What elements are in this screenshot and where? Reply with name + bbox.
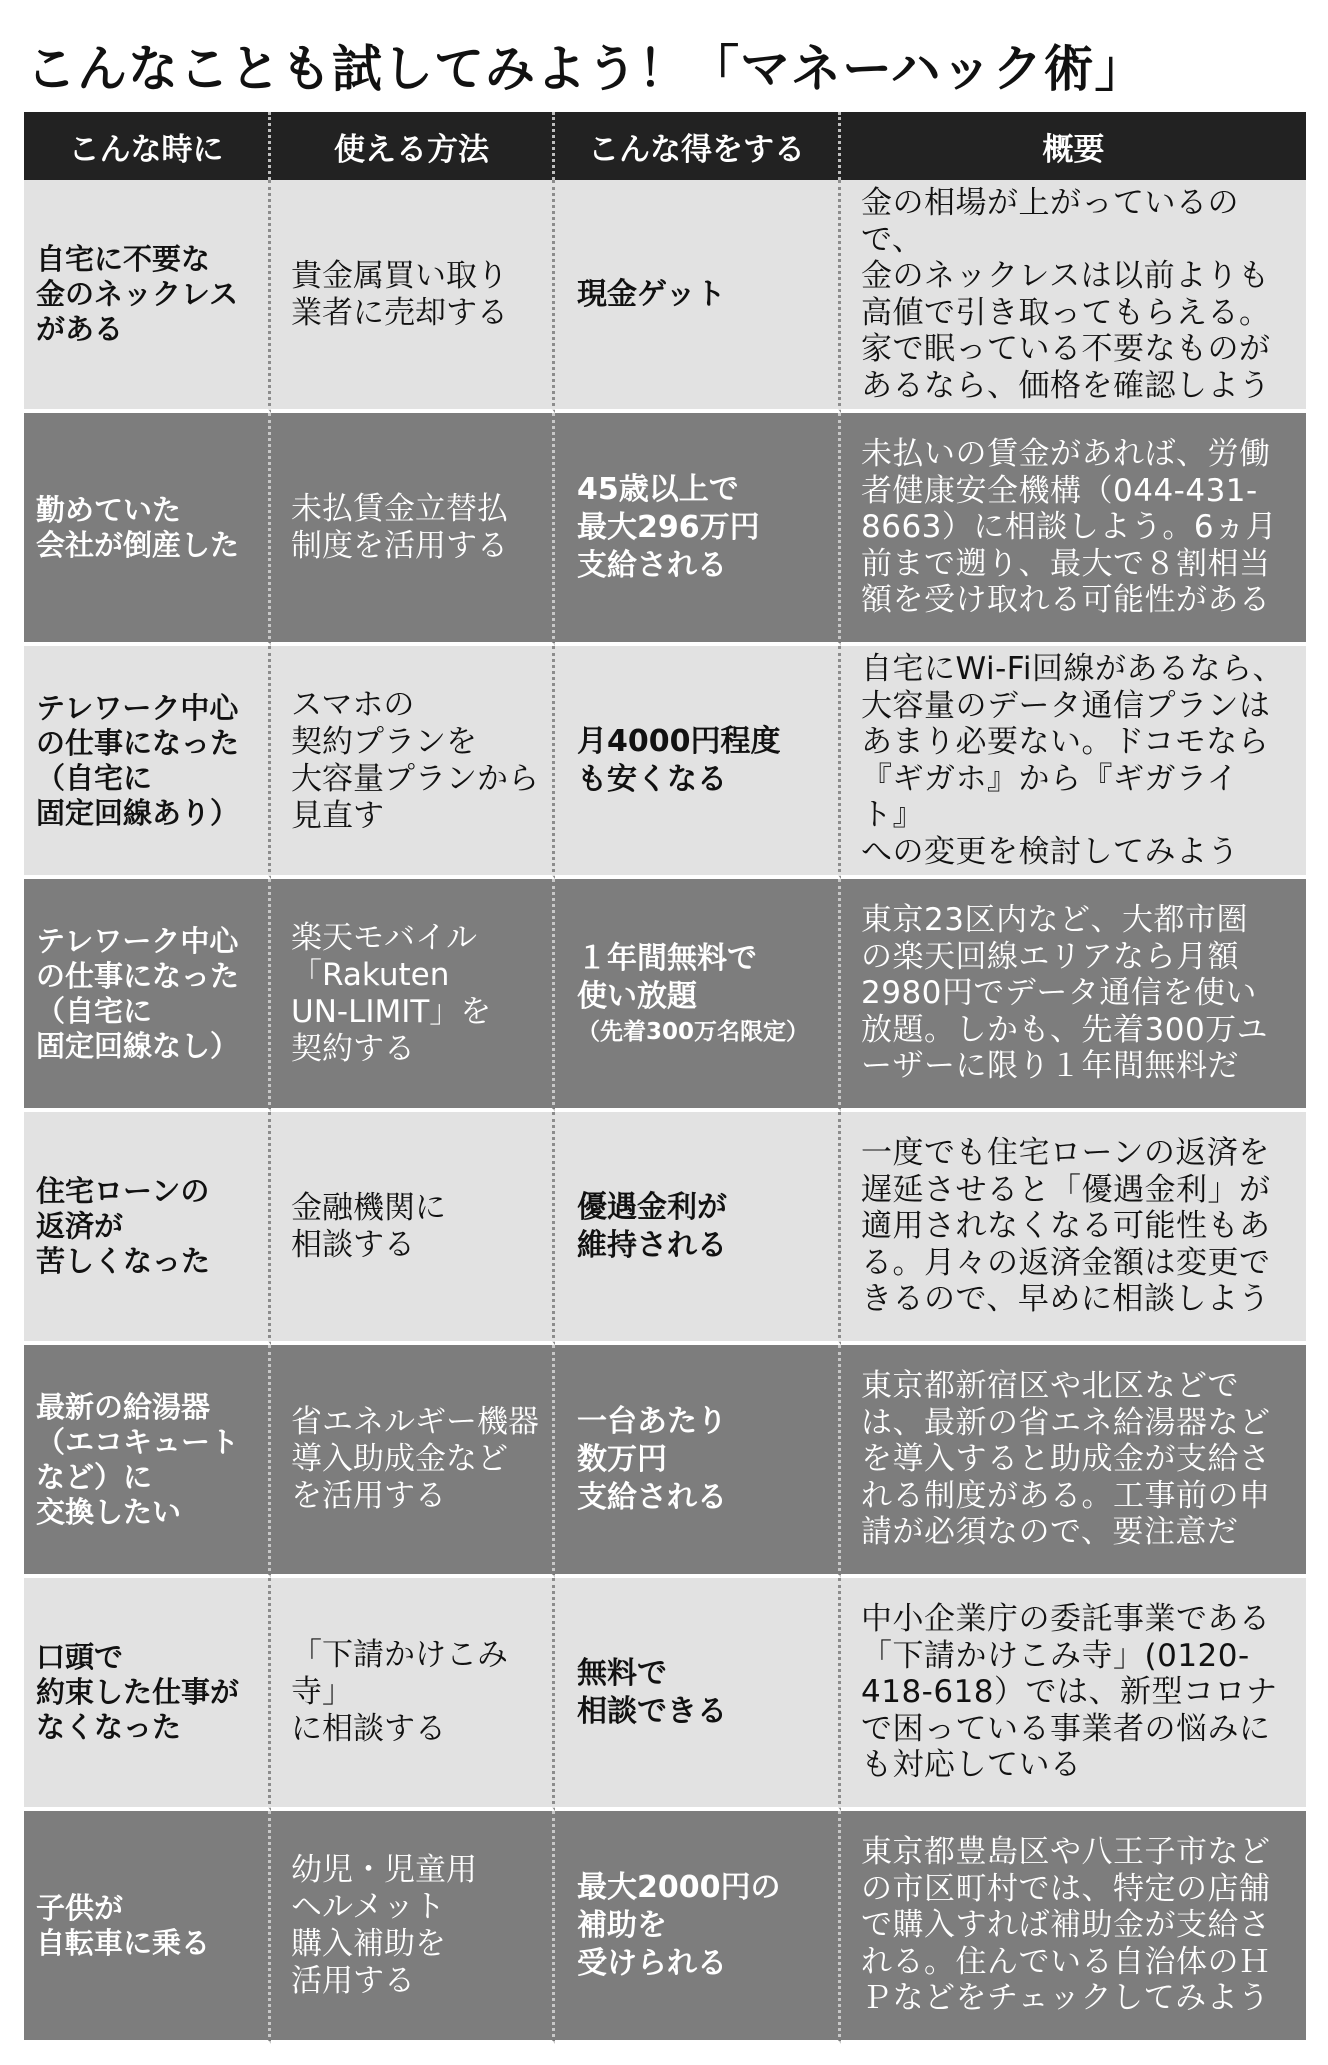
method-cell: 楽天モバイル 「Rakuten UN-LIMIT」を 契約する [271,879,555,1112]
benefit-text: 優遇金利が 維持される [577,1189,727,1263]
summary-cell: 未払いの賃金があれば、労働 者健康安全機構（044-431- 8663）に相談しよう。6ヵ月 前まで遡り、最大で８割相当 額を受け取れる可能性がある [841,413,1306,646]
benefit-cell [555,413,841,646]
method-cell: スマホの 契約プランを 大容量プランから 見直す [271,646,555,879]
summary-cell: 東京都豊島区や八王子市など の市区町村では、特定の店舗 で購入すれば補助金が支給さ れる。住んでいる自治体のＨ Ｐなどをチェックしてみよう [841,1811,1306,2044]
benefit-cell [555,1112,841,1345]
situation-cell: 自宅に不要な 金のネックレス がある [24,180,271,413]
money-hack-table [24,112,1306,2044]
benefit-cell [555,1345,841,1578]
benefit-note: （先着300万名限定） [577,1018,810,1045]
benefit-cell [555,879,841,1112]
benefit-text: 無料で 相談できる [577,1655,727,1729]
benefit-cell [555,1811,841,2044]
method-cell: 金融機関に 相談する [271,1112,555,1345]
summary-cell: 自宅にWi-Fi回線があるなら、 大容量のデータ通信プランは あまり必要ない。ドコモなら 『ギガホ』から『ギガライト』 への変更を検討してみよう [841,646,1306,879]
summary-cell: 東京23区内など、大都市圏 の楽天回線エリアなら月額 2980円でデータ通信を使い 放題。しかも、先着300万ユ ーザーに限り１年間無料だ [841,879,1306,1112]
situation-cell: 子供が 自転車に乗る [24,1811,271,2044]
method-cell: 「下請かけこみ寺」 に相談する [271,1578,555,1811]
benefit-text: 現金ゲット [577,276,726,312]
summary-cell: 金の相場が上がっているので、 金のネックレスは以前よりも 高値で引き取ってもらえる。 家で眠っている不要なものが あるなら、価格を確認しよう [841,180,1306,413]
method-cell: 貴金属買い取り 業者に売却する [271,180,555,413]
page-title: こんなことも試してみよう！「マネーハック術」 [26,40,1146,98]
header-method: 使える方法 [271,112,555,180]
header-benefit: こんな得をする [555,112,841,180]
benefit-text: 一台あたり 数万円 支給される [577,1403,727,1515]
benefit-cell [555,180,841,413]
situation-cell: 口頭で 約束した仕事が なくなった [24,1578,271,1811]
benefit-text: 45歳以上で 最大296万円 支給される [577,471,760,583]
benefit-text: 最大2000円の 補助を 受けられる [577,1869,781,1981]
benefit-text: 月4000円程度 も安くなる [577,723,781,797]
header-situation: こんな時に [24,112,271,180]
method-cell: 省エネルギー機器 導入助成金など を活用する [271,1345,555,1578]
situation-cell: 最新の給湯器 （エコキュート など）に 交換したい [24,1345,271,1578]
benefit-cell [555,1578,841,1811]
method-cell: 未払賃金立替払 制度を活用する [271,413,555,646]
situation-cell: テレワーク中心 の仕事になった （自宅に 固定回線なし） [24,879,271,1112]
header-summary: 概要 [841,112,1306,180]
situation-cell: テレワーク中心 の仕事になった （自宅に 固定回線あり） [24,646,271,879]
summary-cell: 一度でも住宅ローンの返済を 遅延させると「優遇金利」が 適用されなくなる可能性もあ る。月々の返済金額は変更で きるので、早めに相談しよう [841,1112,1306,1345]
summary-cell: 中小企業庁の委託事業である 「下請かけこみ寺」(0120- 418-618）では、新型コロナ で困っている事業者の悩みに も対応している [841,1578,1306,1811]
situation-cell: 勤めていた 会社が倒産した [24,413,271,646]
situation-cell: 住宅ローンの 返済が 苦しくなった [24,1112,271,1345]
benefit-cell [555,646,841,879]
benefit-text: １年間無料で 使い放題 [577,940,757,1014]
summary-cell: 東京都新宿区や北区などで は、最新の省エネ給湯器など を導入すると助成金が支給さ れる制度がある。工事前の申 請が必須なので、要注意だ [841,1345,1306,1578]
method-cell: 幼児・児童用 ヘルメット 購入補助を 活用する [271,1811,555,2044]
